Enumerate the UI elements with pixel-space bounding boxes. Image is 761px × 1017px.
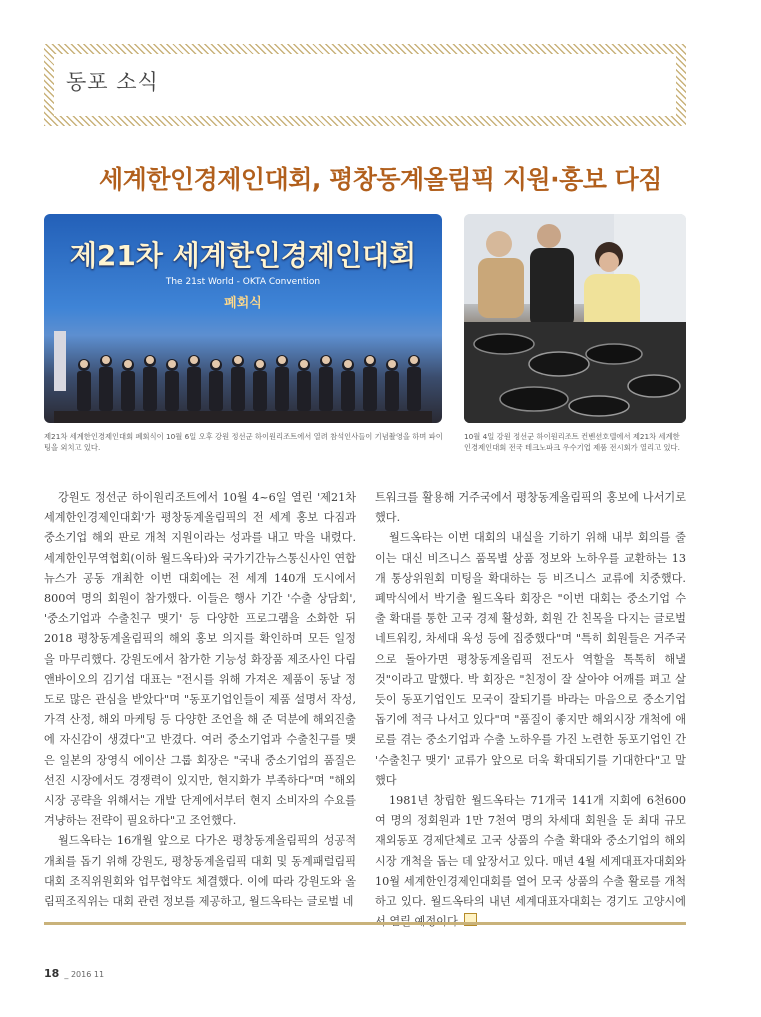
exhibition-illustration xyxy=(464,214,686,423)
closing-ceremony-photo xyxy=(44,214,442,423)
section-title: 동포 소식 xyxy=(66,70,159,94)
paragraph: 강원도 정선군 하이원리조트에서 10월 4~6일 열린 '제21차 세계한인경제인대회'가 평창동계올림픽의 전 세계 홍보 다짐과 중소기업 해외 판로 개척 지원이라는 성과를 내고 막을 내렸다. 세계한인무역협회(이하 월드옥타)와 국가기간뉴스통신사인 연합뉴스가 공동 개최한 이번 대회에는 전 세계 140개 도시에서 800여 명의 회원이 참가했다. 이들은 행사 기간 '수출 상담회', '중소기업과 수출친구 맺기' 등 다양한 프로그램을 소화한 뒤 2018 평창동계올림픽의 해외 홍보 의지를 확인하며 모든 일정을 마무리했다. 강원도에서 참가한 기능성 화장품 제조사인 다림앤바이오의 김기섭 대표는 "전시를 위해 가져온 제품이 동날 정도로 많은 관심을 받았다"며 "동포기업인들이 제품 설명서 작성, 가격 산정, 해외 마케팅 등 다양한 조언을 해 준 덕분에 해외진출에 자신감이 생겼다"고 반겼다. 여러 중소기업과 수출친구를 맺은 일본의 장영식 에이산 그룹 회장은 "국내 중소기업의 품질은 선진 시장에서도 경쟁력이 있지만, 현지화가 부족하다"며 "해외 시장 공략을 위해서는 개발 단계에서부터 현지 소비자의 수요를 겨냥하는 전략이 필요하다"고 조언했다. xyxy=(44,491,356,828)
article-headline: 세계한인경제인대회, 평창동계올림픽 지원·홍보 다짐 xyxy=(99,165,662,194)
page-number: 18 xyxy=(44,967,60,980)
crowd-illustration xyxy=(54,331,432,423)
banner-title: 제21차 세계한인경제인대회 xyxy=(69,239,417,272)
paragraph: 월드옥타는 이번 대회의 내실을 기하기 위해 내부 회의를 줄이는 대신 비즈니스 품목별 상품 정보와 노하우를 교환하는 13개 통상위원회 미팅을 확대하는 등 비즈니스 교류에 치중했다. 폐막식에서 박기출 월드옥타 회장은 "이번 대회는 중소기업 수출 확대를 통한 고국 경제 활성화, 회원 간 친목을 다지는 글로벌 네트워킹, 차세대 육성 등에 집중했다"며 "특히 회원들은 거주국으로 돌아가면 평창동계올림픽 전도사 역할을 톡톡히 해낼 것"이라고 말했다. 박 회장은 "친정이 잘 살아야 어깨를 펴고 살듯이 동포기업인도 모국이 잘되기를 바라는 마음으로 중소기업 돕기에 적극 나서고 있다"며 "품질이 좋지만 해외시장 개척에 애로를 겪는 중소기업과 수출 노하우를 가진 노련한 동포기업인 간 '수출친구 맺기' 교류가 앞으로 더욱 확대되기를 기대한다"고 말했다 xyxy=(375,531,686,787)
section-header-inner xyxy=(54,54,676,116)
photo-caption-2: 10월 4일 강원 정선군 하이원리조트 컨벤션호텔에서 제21차 세계한인경제인대회 전국 테크노파크 우수기업 제품 전시회가 열리고 있다. xyxy=(464,432,680,452)
issue-date: _ 2016 11 xyxy=(64,970,105,979)
paragraph-text: 1981년 창립한 월드옥타는 71개국 141개 지회에 6천600여 명의 정회원과 1만 7천여 명의 차세대 회원을 둔 최대 규모 재외동포 경제단체로 고국 상품의 수출 확대와 중소기업의 해외 시장 개척을 돕는 데 앞장서고 있다. 매년 4월 세계대표자대회와 10월 세계한인경제인대회를 열어 모국 상품의 수출 활로를 개척하고 있다. 월드옥타의 내년 세계대표자대회는 경기도 고양시에 xyxy=(375,794,686,909)
body-column-2 xyxy=(375,488,686,932)
paragraph: 월드옥타는 16개월 앞으로 다가온 평창동계올림픽의 성공적 개최를 돕기 위해 강원도, 평창동계올림픽 대회 및 동계패럴림픽 대회 조직위원회와 업무협약도 체결했다. 이에 따라 강원도와 올림픽조직위는 대회 관련 정보를 제공하고, 월드옥타는 글로벌 네 xyxy=(44,834,356,909)
body-column-1 xyxy=(44,488,356,912)
exhibition-photo xyxy=(464,214,686,423)
photo-caption-1: 제21차 세계한인경제인대회 폐회식이 10월 6일 오후 강원 정선군 하이원리조트에서 열려 참석인사들이 기념촬영을 하며 파이팅을 외치고 있다. xyxy=(44,432,443,452)
footer-rule xyxy=(44,922,686,925)
section-header xyxy=(44,44,686,126)
page-folio xyxy=(44,962,104,981)
paragraph-last xyxy=(375,791,686,932)
paragraph-continued: 트워크를 활용해 거주국에서 평창동계올림픽의 홍보에 나서기로 했다. xyxy=(375,491,686,525)
banner-closing: 폐회식 xyxy=(224,296,262,311)
banner-subtitle: The 21st World - OKTA Convention xyxy=(165,277,321,287)
